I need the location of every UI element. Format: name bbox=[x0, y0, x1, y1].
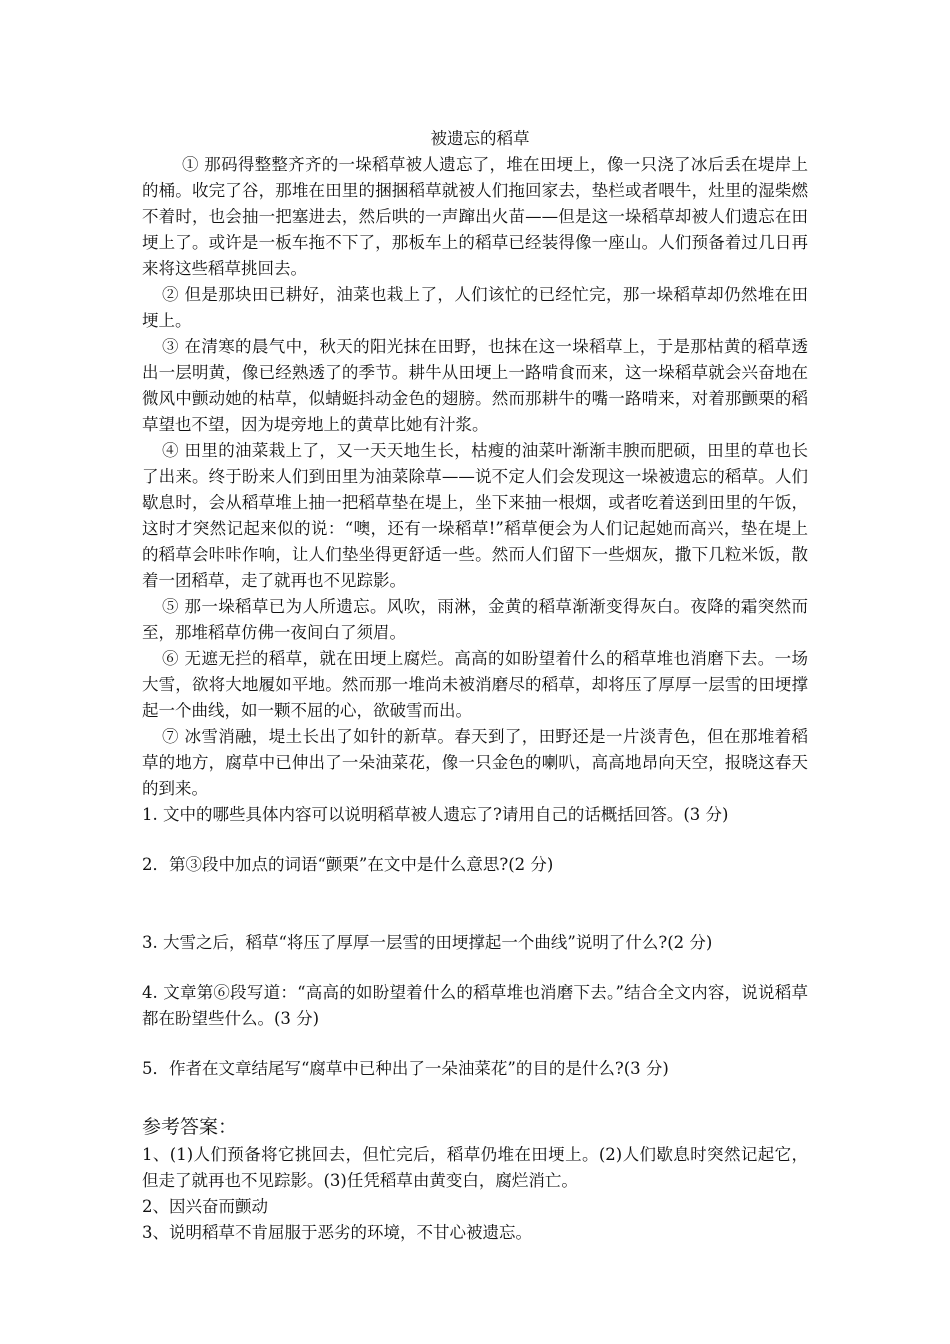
document-page bbox=[142, 126, 808, 1246]
answer-3: 3、说明稻草不肯屈服于恶劣的环境，不甘心被遗忘。 bbox=[142, 1223, 532, 1242]
paragraph-5: ⑤ 那一垛稻草已为人所遗忘。风吹，雨淋，金黄的稻草渐渐变得灰白。夜降的霜突然而至，那堆稻草仿佛一夜间白了须眉。 bbox=[142, 597, 808, 642]
answers-heading: 参考答案： bbox=[142, 1116, 238, 1138]
paragraph-1: ① 那码得整整齐齐的一垛稻草被人遗忘了，堆在田埂上，像一只浇了冰后丢在堤岸上的桶。收完了谷，那堆在田里的捆捆稻草就被人们拖回家去，垫栏或者喂牛，灶里的湿柴燃不着时，也会抽一把塞进去，然后哄的一声蹿出火苗——但是这一垛稻草却被人们遗忘在田埂上了。或许是一板车拖不下了，那板车上的稻草已经装得像一座山。人们预备着过几日再来将这些稻草挑回去。 bbox=[142, 155, 808, 278]
paragraph-3: ③ 在清寒的晨气中，秋天的阳光抹在田野，也抹在这一垛稻草上，于是那枯黄的稻草透出一层明黄，像已经熟透了的季节。耕牛从田埂上一路啃食而来，这一垛稻草就会兴奋地在微风中颤动她的枯草，似蜻蜓抖动金色的翅膀。然而那耕牛的嘴一路啃来，对着那颤栗的稻草望也不望，因为堤旁地上的黄草比她有汁浆。 bbox=[142, 337, 808, 434]
article-title: 被遗忘的稻草 bbox=[430, 129, 530, 148]
paragraph-2: ② 但是那块田已耕好，油菜也栽上了，人们该忙的已经忙完，那一垛稻草却仍然堆在田埂上。 bbox=[142, 285, 808, 330]
question-5: 5．作者在文章结尾写“腐草中已种出了一朵油菜花”的目的是什么?(3 分) bbox=[142, 1059, 669, 1078]
question-3: 3. 大雪之后，稻草“将压了厚厚一层雪的田埂撑起一个曲线”说明了什么?(2 分) bbox=[142, 933, 713, 952]
paragraph-4: ④ 田里的油菜栽上了，又一天天地生长，枯瘦的油菜叶渐渐丰腴而肥硕，田里的草也长了出来。终于盼来人们到田里为油菜除草——说不定人们会发现这一垛被遗忘的稻草。人们歇息时，会从稻草堆上抽一把稻草垫在堤上，坐下来抽一根烟，或者吃着送到田里的午饭，这时才突然记起来似的说：“噢，还有一垛稻草!”稻草便会为人们记起她而高兴，垫在堤上的稻草会咔咔作响，让人们垫坐得更舒适一些。然而人们留下一些烟灰，撒下几粒米饭，散着一团稻草，走了就再也不见踪影。 bbox=[142, 441, 808, 590]
paragraph-7: ⑦ 冰雪消融，堤土长出了如针的新草。春天到了，田野还是一片淡青色，但在那堆着稻草的地方，腐草中已伸出了一朵油菜花，像一只金色的喇叭，高高地昂向天空，报晓这春天的到来。 bbox=[142, 727, 808, 798]
question-1: 1. 文中的哪些具体内容可以说明稻草被人遗忘了?请用自己的话概括回答。(3 分) bbox=[142, 805, 729, 824]
question-4: 4. 文章第⑥段写道：“高高的如盼望着什么的稻草堆也消磨下去。”结合全文内容，说说稻草都在盼望些什么。(3 分) bbox=[142, 983, 808, 1028]
answer-1: 1、(1)人们预备将它挑回去，但忙完后，稻草仍堆在田埂上。(2)人们歇息时突然记起它，但走了就再也不见踪影。(3)任凭稻草由黄变白，腐烂消亡。 bbox=[142, 1145, 808, 1190]
question-2: 2．第③段中加点的词语“颤栗”在文中是什么意思?(2 分) bbox=[142, 855, 554, 874]
paragraph-6: ⑥ 无遮无拦的稻草，就在田埂上腐烂。高高的如盼望着什么的稻草堆也消磨下去。一场大雪，欲将大地履如平地。然而那一堆尚未被消磨尽的稻草，却将压了厚厚一层雪的田埂撑起一个曲线，如一颗不屈的心，欲破雪而出。 bbox=[142, 649, 808, 720]
answer-2: 2、因兴奋而颤动 bbox=[142, 1197, 268, 1216]
